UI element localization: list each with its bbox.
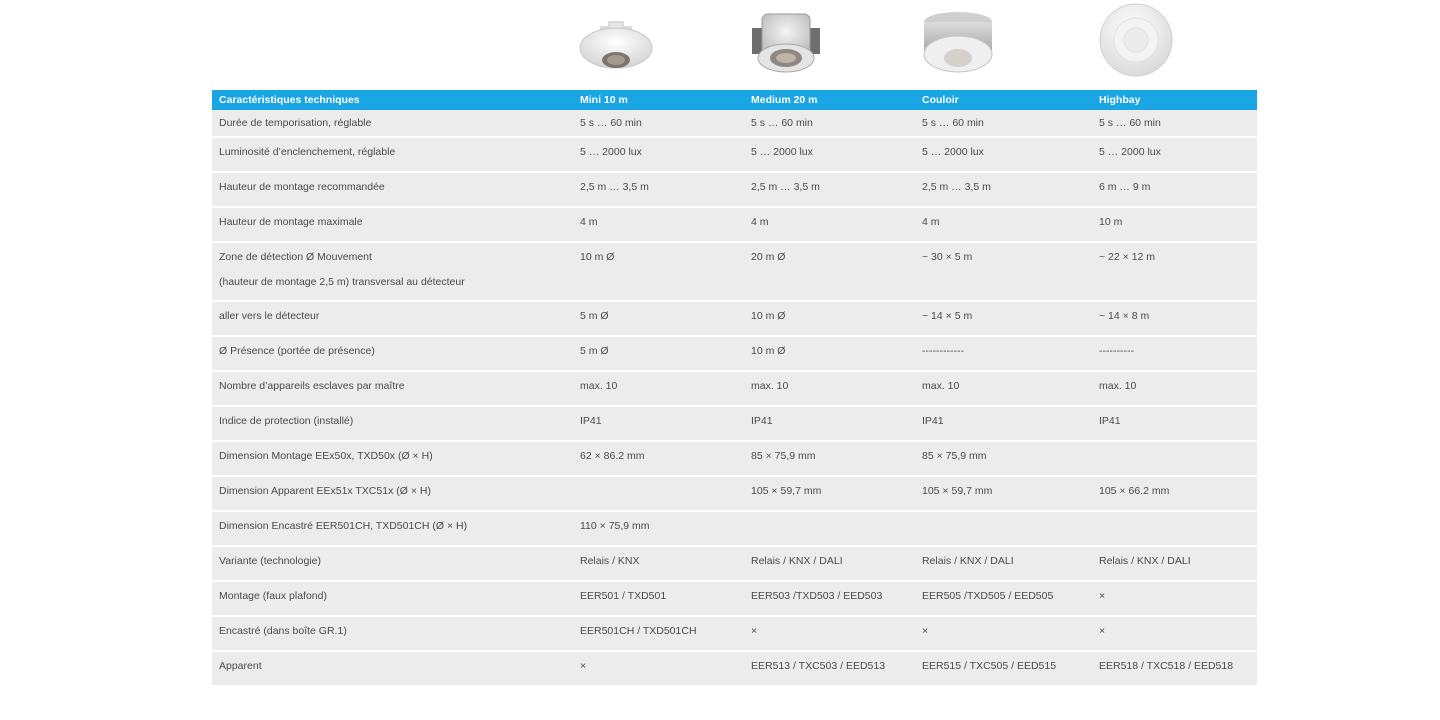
cell-corridor: 85 × 75,9 mm <box>915 441 1092 476</box>
cell-corridor: × <box>915 616 1092 651</box>
medium-sensor-icon <box>746 0 826 88</box>
table-row <box>212 207 1257 242</box>
cell-medium: Relais / KNX / DALI <box>744 546 915 581</box>
cell-corridor: 105 × 59,7 mm <box>915 476 1092 511</box>
cell-mini: 10 m Ø <box>573 242 744 301</box>
cell-medium <box>744 511 915 546</box>
row-label: Dimension Encastré EER501CH, TXD501CH (Ø × H) <box>212 511 573 546</box>
table-row <box>212 336 1257 371</box>
cell-medium: 4 m <box>744 207 915 242</box>
table-row <box>212 242 1257 301</box>
table-row <box>212 301 1257 336</box>
table-row <box>212 511 1257 546</box>
row-label: Indice de protection (installé) <box>212 406 573 441</box>
cell-medium: 20 m Ø <box>744 242 915 301</box>
cell-medium: 105 × 59,7 mm <box>744 476 915 511</box>
row-label: Durée de temporisation, réglable <box>212 110 573 137</box>
table-row <box>212 137 1257 172</box>
cell-medium: 10 m Ø <box>744 301 915 336</box>
cell-mini <box>573 476 744 511</box>
cell-mini: 5 m Ø <box>573 336 744 371</box>
cell-corridor: EER515 / TXC505 / EED515 <box>915 651 1092 686</box>
table-row <box>212 581 1257 616</box>
row-label: Dimension Apparent EEx51x TXC51x (Ø × H) <box>212 476 573 511</box>
row-label-main: Zone de détection Ø Mouvement <box>219 251 372 263</box>
cell-corridor <box>915 511 1092 546</box>
header-corridor: Couloir <box>915 90 1092 110</box>
header-mini: Mini 10 m <box>573 90 744 110</box>
cell-corridor: IP41 <box>915 406 1092 441</box>
table-row <box>212 172 1257 207</box>
cell-highbay: IP41 <box>1092 406 1257 441</box>
cell-highbay: max. 10 <box>1092 371 1257 406</box>
cell-highbay: ---------- <box>1092 336 1257 371</box>
cell-corridor: ------------ <box>915 336 1092 371</box>
cell-medium: EER513 / TXC503 / EED513 <box>744 651 915 686</box>
cell-corridor: ~ 30 × 5 m <box>915 242 1092 301</box>
header-medium: Medium 20 m <box>744 90 915 110</box>
row-label: Hauteur de montage recommandée <box>212 172 573 207</box>
cell-mini: × <box>573 651 744 686</box>
row-label: Variante (technologie) <box>212 546 573 581</box>
corridor-sensor-icon <box>918 0 998 88</box>
table-row <box>212 110 1257 137</box>
cell-mini: Relais / KNX <box>573 546 744 581</box>
cell-mini: 4 m <box>573 207 744 242</box>
header-specs: Caractéristiques techniques <box>212 90 573 110</box>
cell-highbay: 10 m <box>1092 207 1257 242</box>
row-label: Apparent <box>212 651 573 686</box>
row-label-sub: (hauteur de montage 2,5 m) transversal au détecteur <box>219 276 465 288</box>
cell-highbay: ~ 14 × 8 m <box>1092 301 1257 336</box>
cell-highbay <box>1092 511 1257 546</box>
cell-highbay: ~ 22 × 12 m <box>1092 242 1257 301</box>
cell-corridor: 5 … 2000 lux <box>915 137 1092 172</box>
row-label: Hauteur de montage maximale <box>212 207 573 242</box>
product-images <box>0 0 1440 90</box>
cell-medium: 5 … 2000 lux <box>744 137 915 172</box>
cell-highbay: EER518 / TXC518 / EED518 <box>1092 651 1257 686</box>
table-row <box>212 476 1257 511</box>
cell-medium: EER503 /TXD503 / EED503 <box>744 581 915 616</box>
cell-highbay: 5 s … 60 min <box>1092 110 1257 137</box>
row-label: Montage (faux plafond) <box>212 581 573 616</box>
table-row <box>212 616 1257 651</box>
cell-medium: IP41 <box>744 406 915 441</box>
row-label: Nombre d’appareils esclaves par maître <box>212 371 573 406</box>
cell-mini: 2,5 m … 3,5 m <box>573 172 744 207</box>
cell-mini: max. 10 <box>573 371 744 406</box>
cell-mini: 5 s … 60 min <box>573 110 744 137</box>
cell-corridor: 5 s … 60 min <box>915 110 1092 137</box>
cell-highbay: × <box>1092 581 1257 616</box>
cell-corridor: 4 m <box>915 207 1092 242</box>
cell-medium: max. 10 <box>744 371 915 406</box>
table-row <box>212 651 1257 686</box>
cell-highbay: 5 … 2000 lux <box>1092 137 1257 172</box>
cell-medium: 5 s … 60 min <box>744 110 915 137</box>
row-label: Encastré (dans boîte GR.1) <box>212 616 573 651</box>
highbay-sensor-icon <box>1096 0 1176 88</box>
cell-medium: 85 × 75,9 mm <box>744 441 915 476</box>
row-label <box>212 242 573 301</box>
mini-sensor-icon <box>576 0 656 88</box>
table-row <box>212 546 1257 581</box>
row-label: Dimension Montage EEx50x, TXD50x (Ø × H) <box>212 441 573 476</box>
cell-highbay <box>1092 441 1257 476</box>
row-label: aller vers le détecteur <box>212 301 573 336</box>
table-row <box>212 441 1257 476</box>
cell-corridor: Relais / KNX / DALI <box>915 546 1092 581</box>
cell-medium: 2,5 m … 3,5 m <box>744 172 915 207</box>
cell-corridor: ~ 14 × 5 m <box>915 301 1092 336</box>
cell-medium: 10 m Ø <box>744 336 915 371</box>
cell-mini: EER501 / TXD501 <box>573 581 744 616</box>
spec-table <box>212 90 1257 687</box>
table-header-row <box>212 90 1257 110</box>
cell-mini: 5 m Ø <box>573 301 744 336</box>
cell-mini: IP41 <box>573 406 744 441</box>
row-label: Ø Présence (portée de présence) <box>212 336 573 371</box>
cell-mini: 110 × 75,9 mm <box>573 511 744 546</box>
cell-medium: × <box>744 616 915 651</box>
cell-highbay: 105 × 66.2 mm <box>1092 476 1257 511</box>
cell-mini: 62 × 86.2 mm <box>573 441 744 476</box>
cell-highbay: × <box>1092 616 1257 651</box>
cell-mini: 5 … 2000 lux <box>573 137 744 172</box>
cell-mini: EER501CH / TXD501CH <box>573 616 744 651</box>
cell-corridor: EER505 /TXD505 / EED505 <box>915 581 1092 616</box>
cell-corridor: max. 10 <box>915 371 1092 406</box>
cell-corridor: 2,5 m … 3,5 m <box>915 172 1092 207</box>
header-highbay: Highbay <box>1092 90 1257 110</box>
row-label: Luminosité d’enclenchement, réglable <box>212 137 573 172</box>
table-row <box>212 371 1257 406</box>
table-row <box>212 406 1257 441</box>
cell-highbay: 6 m … 9 m <box>1092 172 1257 207</box>
cell-highbay: Relais / KNX / DALI <box>1092 546 1257 581</box>
